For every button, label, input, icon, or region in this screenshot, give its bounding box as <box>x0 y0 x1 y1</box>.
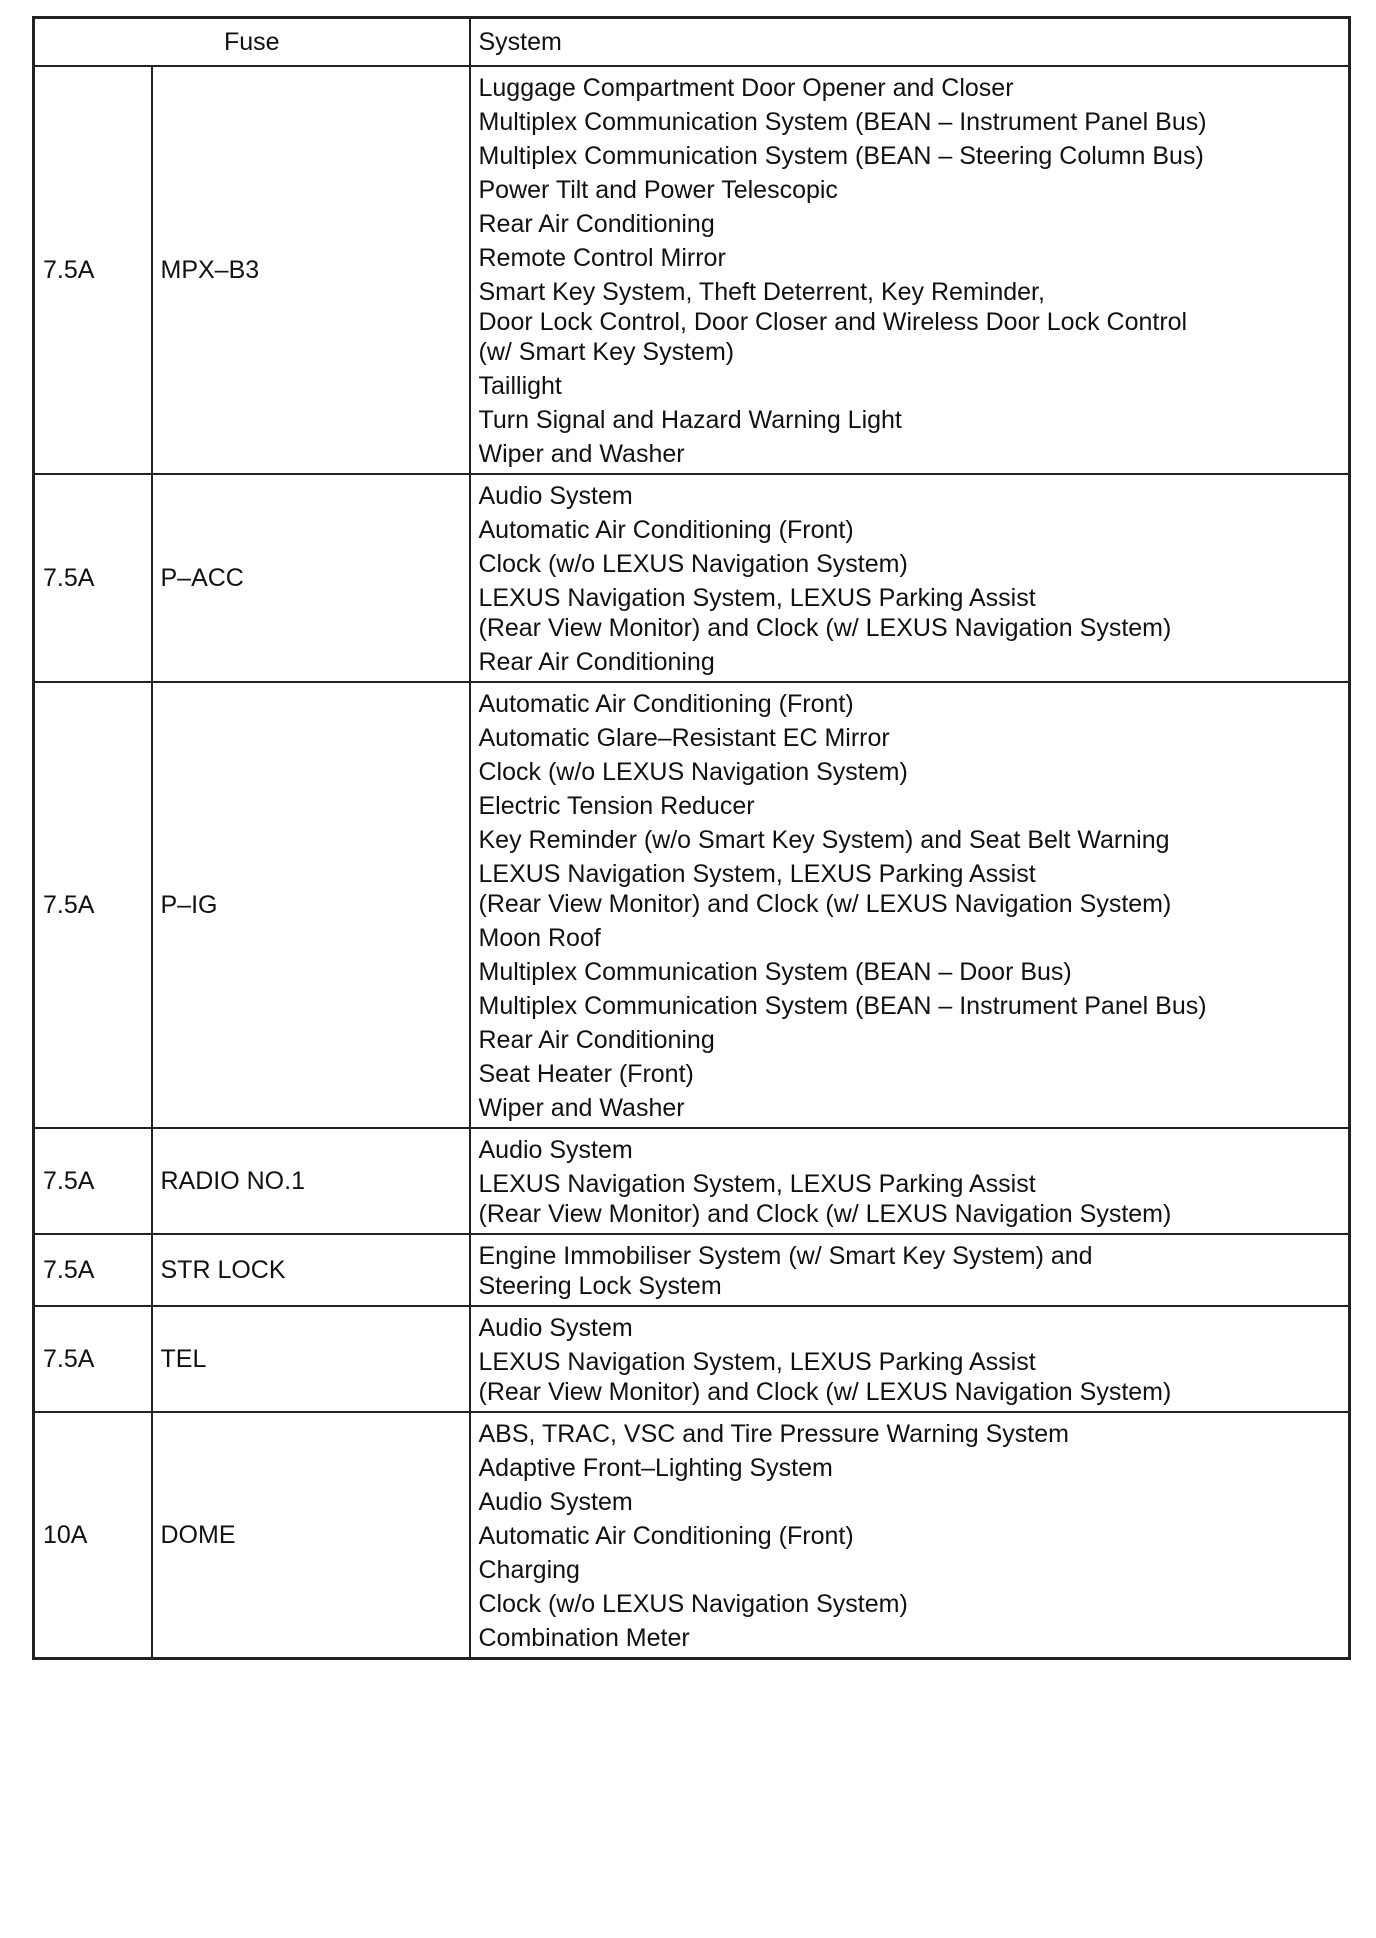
system-list <box>470 1234 1350 1306</box>
table-row <box>34 1306 1350 1412</box>
table-row <box>34 1234 1350 1306</box>
table-row <box>34 682 1350 1128</box>
fuse-name: RADIO NO.1 <box>152 1128 470 1234</box>
fuse-name: P–ACC <box>152 474 470 682</box>
system-item: LEXUS Navigation System, LEXUS Parking Assist (Rear View Monitor) and Clock (w/ LEXUS Navigation System) <box>478 860 1172 918</box>
system-item: Taillight <box>478 372 562 400</box>
system-item: Charging <box>478 1556 580 1584</box>
fuse-table <box>32 16 1351 1660</box>
fuse-name: P–IG <box>152 682 470 1128</box>
system-item: Smart Key System, Theft Deterrent, Key Reminder, Door Lock Control, Door Closer and Wireless Door Lock Control (w/ Smart Key System) <box>478 278 1188 366</box>
system-item: Automatic Air Conditioning (Front) <box>478 1522 854 1550</box>
table-row <box>34 1128 1350 1234</box>
system-item: LEXUS Navigation System, LEXUS Parking Assist (Rear View Monitor) and Clock (w/ LEXUS Navigation System) <box>478 1348 1172 1406</box>
header-system: System <box>470 18 1350 67</box>
fuse-amperage: 7.5A <box>34 1306 152 1412</box>
system-item: Audio System <box>478 1488 633 1516</box>
fuse-name: TEL <box>152 1306 470 1412</box>
fuse-amperage: 7.5A <box>34 682 152 1128</box>
system-item: Clock (w/o LEXUS Navigation System) <box>478 758 908 786</box>
system-item: Clock (w/o LEXUS Navigation System) <box>478 1590 908 1618</box>
system-item: Multiplex Communication System (BEAN – Steering Column Bus) <box>478 142 1204 170</box>
fuse-name: DOME <box>152 1412 470 1659</box>
system-item: Key Reminder (w/o Smart Key System) and Seat Belt Warning <box>478 826 1170 854</box>
fuse-amperage: 7.5A <box>34 1234 152 1306</box>
system-list <box>470 682 1350 1128</box>
system-item: Automatic Air Conditioning (Front) <box>478 516 854 544</box>
system-item: Rear Air Conditioning <box>478 648 715 676</box>
system-list <box>470 1306 1350 1412</box>
header-fuse: Fuse <box>34 18 470 67</box>
system-list <box>470 1412 1350 1659</box>
system-item: Audio System <box>478 1136 633 1164</box>
system-item: Rear Air Conditioning <box>478 1026 715 1054</box>
system-item: Multiplex Communication System (BEAN – Door Bus) <box>478 958 1072 986</box>
system-list <box>470 474 1350 682</box>
system-item: Seat Heater (Front) <box>478 1060 694 1088</box>
system-item: Moon Roof <box>478 924 601 952</box>
system-item: Audio System <box>478 482 633 510</box>
table-row <box>34 474 1350 682</box>
system-item: Adaptive Front–Lighting System <box>478 1454 833 1482</box>
system-item: Multiplex Communication System (BEAN – Instrument Panel Bus) <box>478 108 1207 136</box>
system-item: Wiper and Washer <box>478 1094 685 1122</box>
fuse-table-body <box>34 66 1350 1659</box>
system-item: Audio System <box>478 1314 633 1342</box>
system-item: Power Tilt and Power Telescopic <box>478 176 838 204</box>
fuse-name: STR LOCK <box>152 1234 470 1306</box>
system-item: Clock (w/o LEXUS Navigation System) <box>478 550 908 578</box>
system-item: LEXUS Navigation System, LEXUS Parking Assist (Rear View Monitor) and Clock (w/ LEXUS Navigation System) <box>478 1170 1172 1228</box>
fuse-amperage: 10A <box>34 1412 152 1659</box>
system-item: LEXUS Navigation System, LEXUS Parking Assist (Rear View Monitor) and Clock (w/ LEXUS Navigation System) <box>478 584 1172 642</box>
system-item: Rear Air Conditioning <box>478 210 715 238</box>
table-row <box>34 66 1350 474</box>
system-item: Turn Signal and Hazard Warning Light <box>478 406 902 434</box>
system-item: Electric Tension Reducer <box>478 792 755 820</box>
system-item: Luggage Compartment Door Opener and Closer <box>478 74 1014 102</box>
system-item: Wiper and Washer <box>478 440 685 468</box>
system-item: Combination Meter <box>478 1624 690 1652</box>
system-list <box>470 66 1350 474</box>
system-item: Engine Immobiliser System (w/ Smart Key System) and Steering Lock System <box>478 1242 1093 1300</box>
system-list <box>470 1128 1350 1234</box>
system-item: Automatic Air Conditioning (Front) <box>478 690 854 718</box>
fuse-amperage: 7.5A <box>34 474 152 682</box>
header-row <box>34 18 1350 67</box>
system-item: Remote Control Mirror <box>478 244 726 272</box>
table-row <box>34 1412 1350 1659</box>
fuse-name: MPX–B3 <box>152 66 470 474</box>
fuse-amperage: 7.5A <box>34 66 152 474</box>
system-item: Multiplex Communication System (BEAN – Instrument Panel Bus) <box>478 992 1207 1020</box>
system-item: ABS, TRAC, VSC and Tire Pressure Warning System <box>478 1420 1069 1448</box>
fuse-table-sheet <box>32 16 1348 1660</box>
system-item: Automatic Glare–Resistant EC Mirror <box>478 724 890 752</box>
fuse-amperage: 7.5A <box>34 1128 152 1234</box>
